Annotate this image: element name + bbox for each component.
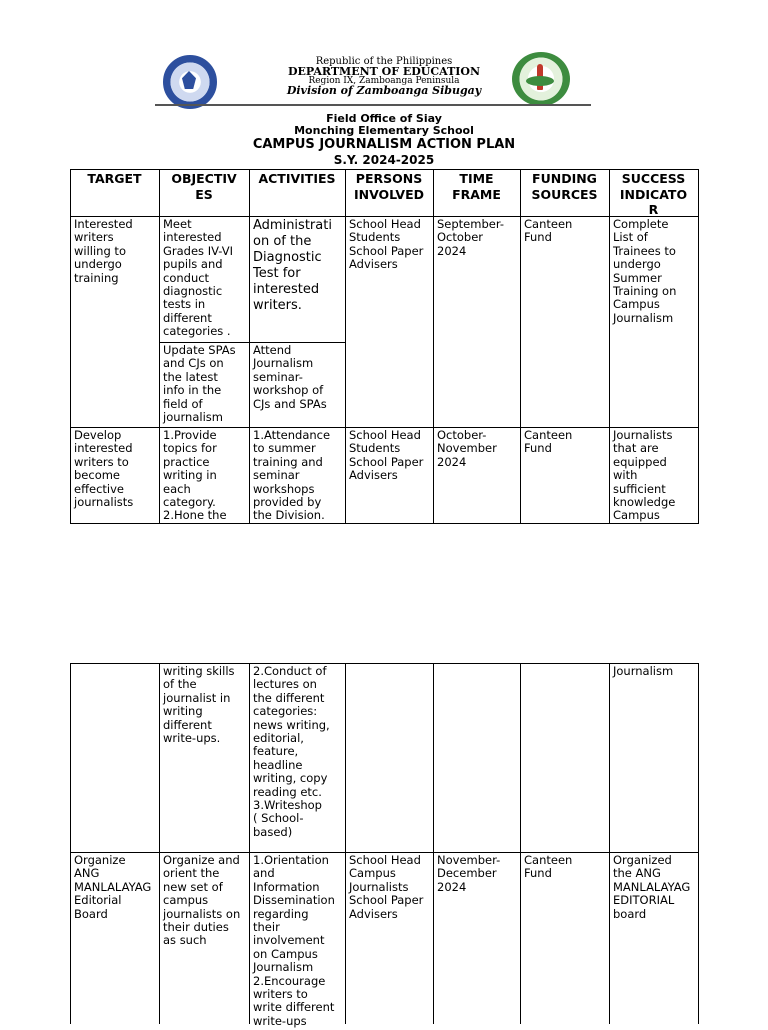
letterhead-rule xyxy=(155,104,591,106)
time-frame-cell: September- October 2024 xyxy=(437,217,504,258)
success-cell: Journalists that are equipped with sufficient knowledge Campus xyxy=(613,428,676,523)
table-rule xyxy=(698,663,699,1024)
table-rule xyxy=(249,663,250,1024)
table-rule xyxy=(520,663,521,1024)
activity-cell: 1.Orientation and Information Dissemination regarding their involvement on Campus Journalism 2.Encourage writers to write different write-ups xyxy=(253,853,335,1028)
header-success-indicator: SUCCESS INDICATO R xyxy=(619,171,688,216)
persons-cell: School Head Students School Paper Advisers xyxy=(349,217,424,272)
activity-cell: Attend Journalism seminar- workshop of CJs and SPAs xyxy=(253,343,327,411)
activity-cell: 1.Attendance to summer training and seminar workshops provided by the Division. xyxy=(253,428,331,523)
table-rule xyxy=(70,169,699,170)
success-cell: Journalism xyxy=(613,664,674,678)
letterhead-department: DEPARTMENT OF EDUCATION xyxy=(287,65,481,78)
table-rule xyxy=(433,169,434,524)
target-cell: Organize ANG MANLALAYAG Editorial Board xyxy=(74,853,152,921)
letterhead-division: Division of Zamboanga Sibugay xyxy=(286,84,482,97)
table-rule xyxy=(433,663,434,1024)
table-rule xyxy=(70,169,71,524)
objective-cell: writing skills of the journalist in writing different write-ups. xyxy=(163,664,235,746)
table-rule xyxy=(70,663,71,1024)
objective-cell: 1.Provide topics for practice writing in each category. 2.Hone the xyxy=(163,428,227,523)
funding-cell xyxy=(520,664,609,852)
time-frame-cell: November- December 2024 xyxy=(437,853,501,894)
activity-cell: Administrati on of the Diagnostic Test for interested writers. xyxy=(253,218,332,313)
header-activities: ACTIVITIES xyxy=(258,171,336,186)
objective-cell: Organize and orient the new set of campus journalists on their duties as such xyxy=(163,853,241,948)
table-rule xyxy=(520,169,521,524)
table-rule xyxy=(159,663,160,1024)
header-target: TARGET xyxy=(87,171,142,186)
persons-cell: School Head Students School Paper Advisers xyxy=(349,428,424,483)
letterhead-republic: Republic of the Philippines xyxy=(315,56,453,67)
time-frame-cell xyxy=(433,664,520,852)
funding-cell: Canteen Fund xyxy=(524,853,573,881)
table-rule xyxy=(70,663,699,664)
table-rule xyxy=(609,663,610,1024)
header-objectives: OBJECTIV ES xyxy=(171,171,237,202)
persons-cell xyxy=(345,664,433,852)
objective-cell: Meet interested Grades IV-VI pupils and conduct diagnostic tests in different categories . xyxy=(163,217,234,339)
target-cell: Interested writers willing to undergo training xyxy=(74,217,133,285)
success-cell: Organized the ANG MANLALAYAG EDITORIAL board xyxy=(613,853,691,921)
funding-cell: Canteen Fund xyxy=(524,428,573,456)
table-rule xyxy=(609,169,610,524)
success-cell: Complete List of Trainees to undergo Summer Training on Campus Journalism xyxy=(613,217,677,325)
table-rule xyxy=(345,663,346,1024)
school-year: S.Y. 2024-2025 xyxy=(333,153,435,167)
table-rule xyxy=(159,169,160,524)
school-name: Monching Elementary School xyxy=(294,124,474,137)
table-rule xyxy=(249,169,250,524)
table-rule xyxy=(70,216,699,217)
objective-cell: Update SPAs and CJs on the latest info in the field of journalism xyxy=(163,343,236,425)
table-rule xyxy=(159,342,345,343)
funding-cell: Canteen Fund xyxy=(524,217,573,245)
target-cell: Develop interested writers to become effective journalists xyxy=(74,428,134,510)
time-frame-cell: October- November 2024 xyxy=(437,428,497,469)
header-persons: PERSONS INVOLVED xyxy=(353,171,425,202)
persons-cell: School Head Campus Journalists School Paper Advisers xyxy=(349,853,424,921)
table-rule xyxy=(70,852,699,853)
letterhead-region: Region IX, Zamboanga Peninsula xyxy=(308,76,460,86)
target-cell xyxy=(70,664,159,852)
table-rule xyxy=(70,427,699,428)
header-time-frame: TIME FRAME xyxy=(452,171,501,202)
table-rule xyxy=(345,169,346,524)
table-rule xyxy=(70,523,699,524)
office-name: Field Office of Siay xyxy=(326,112,442,125)
table-rule xyxy=(698,169,699,524)
activity-cell: 2.Conduct of lectures on the different categories: news writing, editorial, feature, headline writing, copy reading etc. 3.Writeshop ( School- based) xyxy=(253,664,330,839)
page-title: CAMPUS JOURNALISM ACTION PLAN xyxy=(252,137,516,152)
header-funding: FUNDING SOURCES xyxy=(531,171,598,202)
